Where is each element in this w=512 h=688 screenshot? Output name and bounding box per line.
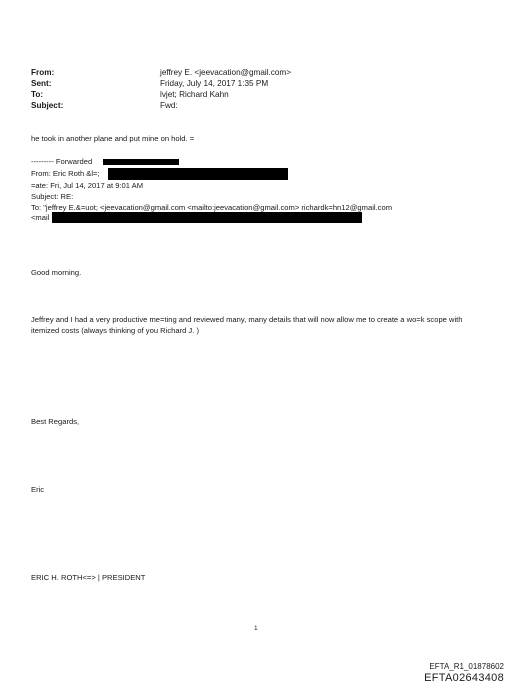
to-value: lvjet; Richard Kahn	[160, 90, 229, 99]
sent-value: Friday, July 14, 2017 1:35 PM	[160, 79, 269, 88]
fwd-to-line: To: "jeffrey E.&=uot; <jeevacation@gmail.com <mailto:jeevacation@gmail.com> richardk=hn12@gmail.com	[31, 203, 393, 212]
efta-large-id: EFTA02643408	[424, 672, 504, 684]
redaction-bar	[108, 168, 288, 180]
from-value: jeffrey E. <jeevacation@gmail.com>	[160, 68, 292, 77]
fwd-subject-line: Subject: RE:	[31, 192, 74, 201]
greeting-line: Good morning.	[31, 268, 82, 277]
fwd-from-line: From: Eric Roth &l=;	[31, 169, 100, 178]
fwd-date-line: =ate: Fri, Jul 14, 2017 at 9:01 AM	[31, 181, 144, 190]
subject-value: Fwd:	[160, 101, 178, 110]
page-number: 1	[254, 625, 258, 632]
redaction-bar	[52, 212, 362, 223]
regards-line: Best Regards,	[31, 417, 80, 426]
to-label: To:	[31, 90, 44, 99]
fwd-mail-line: <mail	[31, 213, 50, 222]
signoff-line: Eric	[31, 485, 45, 494]
intro-line: he took in another plane and put mine on hold. =	[31, 134, 195, 143]
sent-label: Sent:	[31, 79, 52, 88]
redaction-bar	[103, 159, 179, 165]
efta-small-id: EFTA_R1_01878602	[429, 662, 504, 671]
from-label: From:	[31, 68, 55, 77]
signature-line: ERIC H. ROTH<=> | PRESIDENT	[31, 573, 146, 582]
body-paragraph: Jeffrey and I had a very productive me=ting and reviewed many, many details that will now allow me to create a wo=k scope with itemized costs (always thinking of you Richard J. )	[31, 315, 463, 335]
forward-marker: --------- Forwarded	[31, 157, 93, 166]
subject-label: Subject:	[31, 101, 64, 110]
